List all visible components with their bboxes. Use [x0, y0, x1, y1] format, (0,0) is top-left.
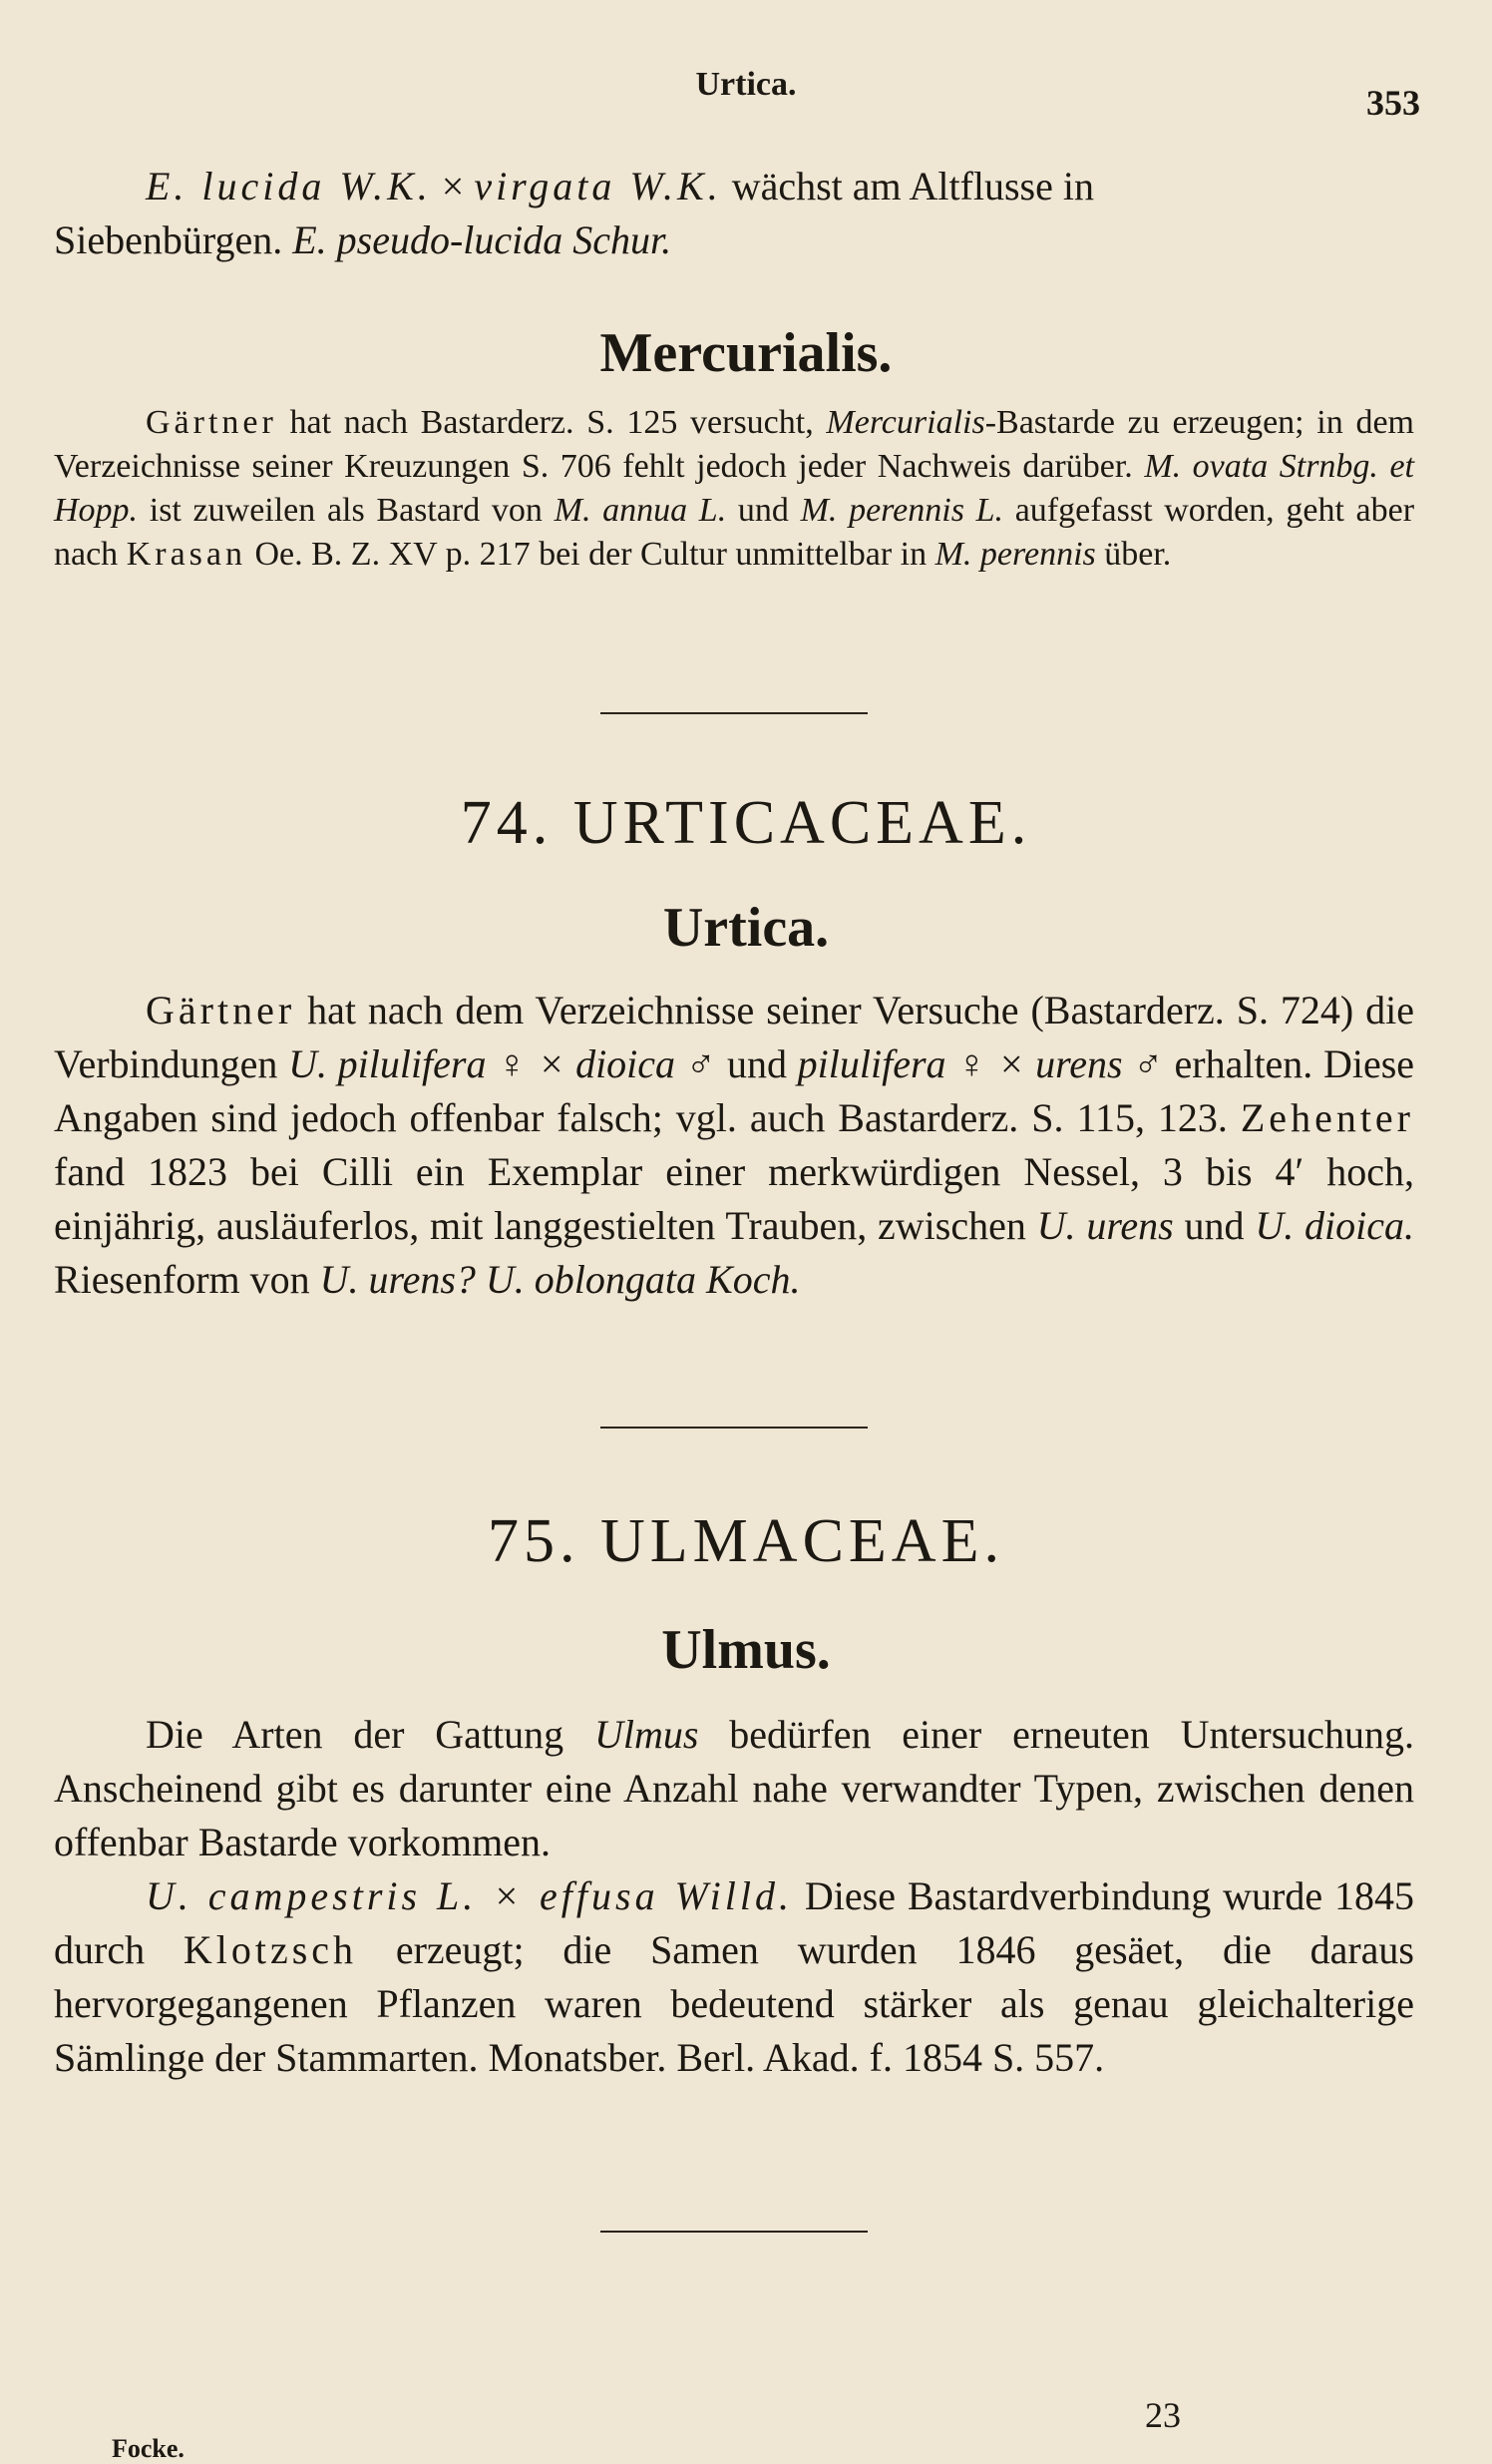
urtica-text-1: hat nach dem Verzeichnisse seiner Versuche (Bastarderz. S. 724) die Verbindungen [54, 988, 1415, 1086]
heading-urtica: Urtica. [662, 897, 830, 959]
urtica-cross-2: pilulifera ♀ × urens ♂ [797, 1041, 1164, 1086]
mercurialis-genus: Mercurialis [826, 404, 985, 441]
family-title-urticaceae: 74. URTICACEAE. [460, 789, 1032, 857]
page-number: 353 [1366, 83, 1420, 123]
ulmus-genus: Ulmus [593, 1712, 699, 1757]
footer-signature: 23 [1145, 2395, 1181, 2435]
intro-text: wächst am Altflusse in [731, 164, 1094, 208]
author-krasan: Krasan [126, 536, 246, 573]
ulmus-paragraph-2 [54, 1869, 1414, 2085]
mercurialis-annua: M. annua L. [554, 492, 727, 529]
family-title-ulmaceae: 75. ULMACEAE. [488, 1507, 1004, 1575]
ulmus-paragraph-1 [54, 1708, 1414, 1869]
author-zehenter: Zehenter [1240, 1095, 1415, 1140]
footer-author: Focke. [112, 2434, 185, 2463]
mercurialis-perennis: M. perennis L. [800, 492, 1004, 529]
ulmus-text-2: bedürfen einer erneuten Untersuchung. Anscheinend gibt es darunter eine Anzahl nahe verwandter Typen, zwischen denen offenbar Bastarde vorkommen. [54, 1712, 1415, 1864]
author-klotzsch: Klotzsch [183, 1927, 358, 1972]
urtica-paragraph [54, 984, 1414, 1307]
mercurialis-text-7: über. [1104, 536, 1172, 573]
urtica-text-4: fand 1823 bei Cilli ein Exemplar einer merkwürdigen Nessel, 3 bis 4′ hoch, einjährig, ausläuferlos, mit langgestielten Trauben, zwischen [54, 1149, 1414, 1248]
urtica-oblongata: U. urens? U. oblongata Koch. [319, 1257, 801, 1302]
mercurialis-perennis-2: M. perennis [934, 536, 1096, 573]
urtica-text-3: erhalten. Diese Angaben sind jedoch offenbar falsch; vgl. auch Bastarderz. S. 115, 123. [54, 1041, 1415, 1140]
heading-ulmus: Ulmus. [661, 1619, 831, 1681]
intro-synonym: E. pseudo-lucida Schur. [292, 217, 672, 262]
running-head: Urtica. [695, 66, 797, 103]
section-divider-2 [600, 1427, 868, 1429]
heading-mercurialis: Mercurialis. [599, 322, 893, 384]
urtica-text-5: und [1184, 1203, 1245, 1248]
ulmus-text-3: Diese Bastardverbindung wurde 1845 durch [54, 1873, 1414, 1972]
ulmus-text-1: Die Arten der Gattung [146, 1712, 564, 1757]
section-divider [600, 712, 868, 714]
intro-cross: × [441, 164, 465, 208]
intro-paragraph [54, 160, 1414, 267]
mercurialis-text-3: ist zuweilen als Bastard von [149, 492, 543, 529]
intro-species-1: E. lucida W.K. [146, 164, 432, 208]
urtica-dioica: U. dioica. [1255, 1203, 1415, 1248]
mercurialis-text-5: aufgefasst worden, geht aber nach [54, 492, 1415, 573]
author-gaertner: Gärtner [146, 404, 277, 441]
urtica-text-6: Riesenform von [54, 1257, 310, 1302]
section-divider-3 [600, 2231, 868, 2233]
urtica-cross-1: U. pilulifera ♀ × dioica ♂ [288, 1041, 717, 1086]
mercurialis-paragraph [54, 401, 1414, 577]
mercurialis-text-4: und [737, 492, 789, 529]
urtica-text-2: und [727, 1041, 788, 1086]
mercurialis-text-1: hat nach Bastarderz. S. 125 versucht, [289, 404, 814, 441]
intro-species-2: virgata W.K. [474, 164, 722, 208]
ulmus-cross: U. campestris L. × effusa Willd. [146, 1873, 793, 1918]
intro-location: Siebenbürgen. [54, 217, 283, 262]
mercurialis-text-6: Oe. B. Z. XV p. 217 bei der Cultur unmittelbar in [254, 536, 928, 573]
author-gaertner-2: Gärtner [146, 988, 296, 1032]
urtica-urens: U. urens [1036, 1203, 1174, 1248]
mercurialis-text-2: -Bastarde zu erzeugen; in dem Verzeichnisse seiner Kreuzungen S. 706 fehlt jedoch jeder Nachweis darüber. [54, 404, 1414, 485]
mercurialis-ovata: M. ovata Strnbg. et Hopp. [54, 448, 1414, 529]
ulmus-text-4: erzeugt; die Samen wurden 1846 gesäet, die daraus hervorgegangenen Pflanzen waren bedeutend stärker als genau gleichalterige Sämlinge der Stammarten. Monatsber. Berl. Akad. f. 1854 S. 557. [54, 1927, 1414, 2080]
